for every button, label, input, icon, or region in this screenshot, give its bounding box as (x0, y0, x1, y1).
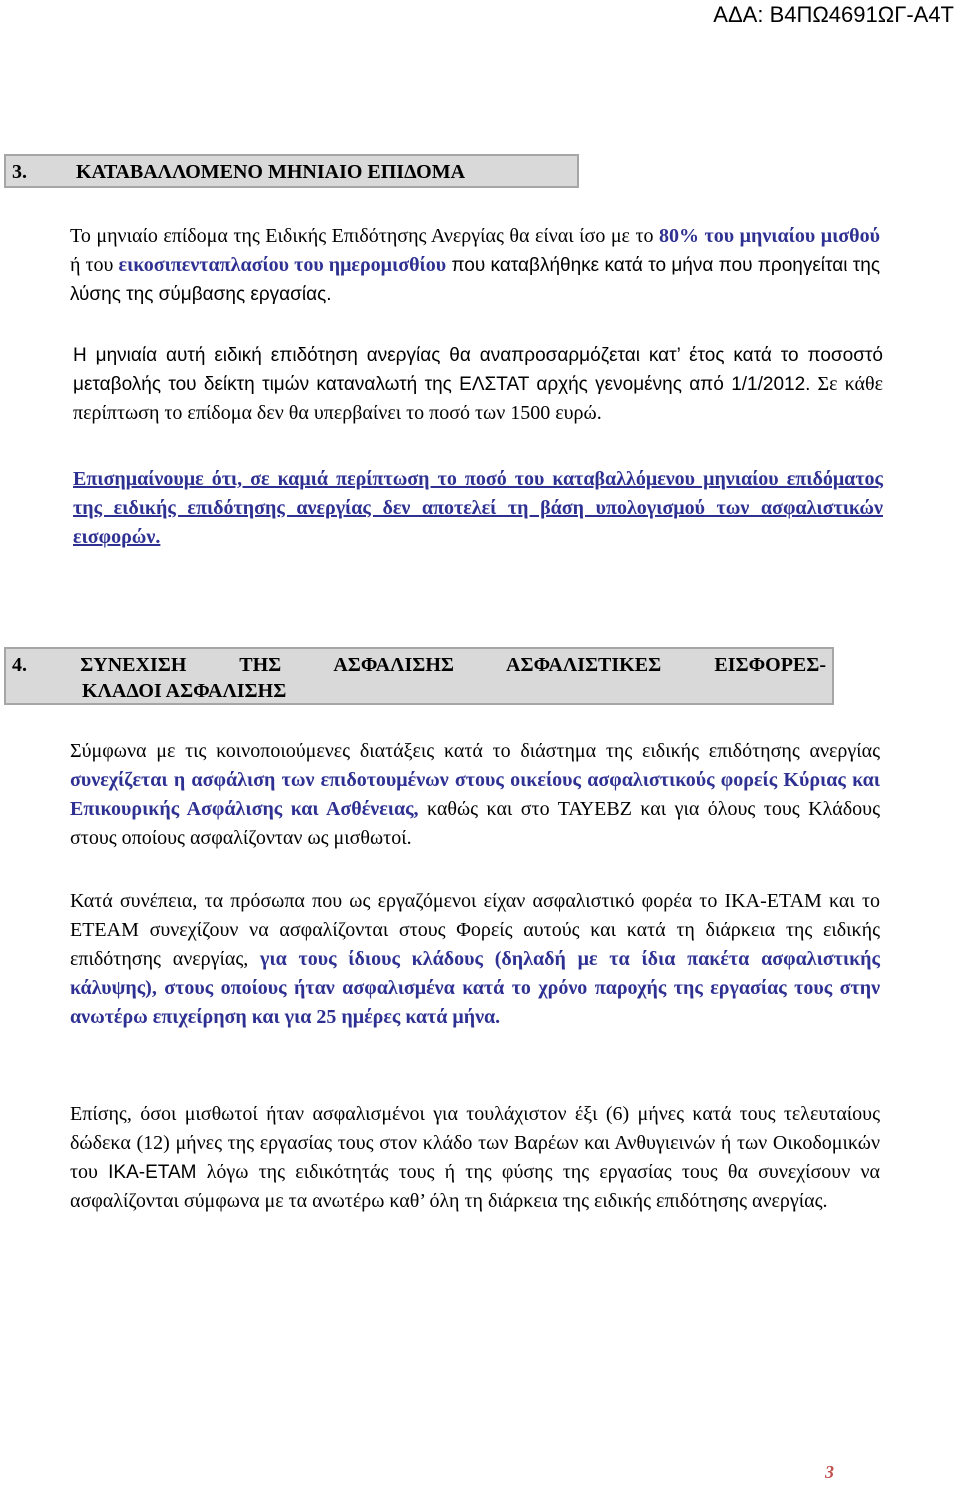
section-3-title: ΚΑΤΑΒΑΛΛΟΜΕΝΟ ΜΗΝΙΑΙΟ ΕΠΙΔΟΜΑ (76, 161, 466, 183)
highlight-insurance-continues: συνεχίζεται η ασφάλιση των επιδοτουμένων στους οικείους ασφαλιστικούς φορείς Κύριας και Επικουρικής Ασφάλισης και Ασθένειας, (70, 769, 880, 820)
text-run: Το μηνιαίο επίδομα της Ειδικής Επιδότησης Ανεργίας θα είναι ίσο με το (70, 225, 660, 247)
page-number: 3 (825, 1462, 834, 1482)
section-3-number: 3. (12, 161, 27, 183)
text-run: ΙΚΑ-ΕΤΑΜ (108, 1162, 197, 1183)
text-run: Σε κάθε περίπτωση το επίδομα δεν θα υπερβαίνει το ποσό των 1500 ευρώ. (73, 373, 883, 424)
highlight-same-branches: για τους ίδιους κλάδους (δηλαδή με τα ίδια πακέτα ασφαλιστικής κάλυψης), στους οποίους ήταν ασφαλισμένα κατά το χρόνο παροχής της εργασίας τους στην ανωτέρω επιχείρηση και για 25 ημέρες κατά μήνα. (70, 948, 880, 1028)
text-run: που καταβλήθηκε κατά το μήνα που προηγείται της λύσης της σύμβασης εργασίας. (70, 255, 881, 305)
section-3-paragraph-3: Επισημαίνουμε ότι, σε καμιά περίπτωση το ποσό του καταβαλλόμενου μηνιαίου επιδόματος της ειδικής επιδότησης ανεργίας δεν αποτελεί τη βάση υπολογισμού των ασφαλιστικών εισφορών. (73, 468, 883, 548)
section-3-paragraph-1 (5, 222, 880, 309)
highlight-daily-wage: εικοσιπενταπλασίου του ημερομισθίου (118, 254, 447, 276)
section-4-number: 4. (12, 654, 27, 676)
section-4-title-line-1: ΣΥΝΕΧΙΣΗ ΤΗΣ ΑΣΦΑΛΙΣΗΣ ΑΣΦΑΛΙΣΤΙΚΕΣ ΕΙΣΦΟΡΕΣ- (80, 654, 826, 676)
section-4-paragraph-2 (5, 887, 880, 1032)
ada-code: ΑΔΑ: Β4ΠΩ4691ΩΓ-Α4Τ (713, 2, 954, 27)
section-3-heading (4, 154, 579, 188)
section-3-paragraph-2 (5, 341, 883, 428)
text-run: λόγω της ειδικότητάς τους ή της φύσης της εργασίας τους θα συνεχίσουν να ασφαλίζονται σύμφωνα με τα ανωτέρω καθ’ όλη τη διάρκεια της ειδικής επιδότησης ανεργίας. (70, 1161, 880, 1212)
text-run: ή του (70, 254, 119, 276)
text-run: καθώς και στο ΤΑΥΕΒΖ και για όλους τους Κλάδους στους οποίους ασφαλίζονταν ως μισθωτοί. (70, 798, 880, 849)
section-4-heading (4, 647, 834, 705)
text-run: Σύμφωνα με τις κοινοποιούμενες διατάξεις κατά το διάστημα της ειδικής επιδότησης ανεργίας (70, 740, 880, 762)
section-4-paragraph-1 (5, 737, 880, 853)
text-run: Κατά συνέπεια, τα πρόσωπα που ως εργαζόμενοι είχαν ασφαλιστικό φορέα το ΙΚΑ-ΕΤΑΜ και το ΕΤΕΑΜ συνεχίζουν να ασφαλίζονται στους Φορείς αυτούς και κατά τη διάρκεια της ειδικής επιδότησης ανεργίας, (70, 890, 880, 970)
section-4-paragraph-3 (5, 1100, 880, 1216)
highlight-80-percent: 80% του μηνιαίου μισθού (659, 225, 880, 247)
section-4-title-line-2: ΚΛΑΔΟΙ ΑΣΦΑΛΙΣΗΣ (82, 680, 287, 702)
text-run: Η μηνιαία αυτή ειδική επιδότηση ανεργίας θα αναπροσαρμόζεται κατ’ έτος κατά το ποσοστό μεταβολής του δείκτη τιμών καταναλωτή της ΕΛΣΤΑΤ αρχής γενομένης από 1/1/2012. (73, 345, 883, 395)
text-run: Επίσης, όσοι μισθωτοί ήταν ασφαλισμένοι για τουλάχιστον έξι (6) μήνες κατά τους τελευταίους δώδεκα (12) μήνες της εργασίας τους στον κλάδο των Βαρέων και Ανθυγιεινών ή των Οικοδομικών του (70, 1103, 880, 1183)
